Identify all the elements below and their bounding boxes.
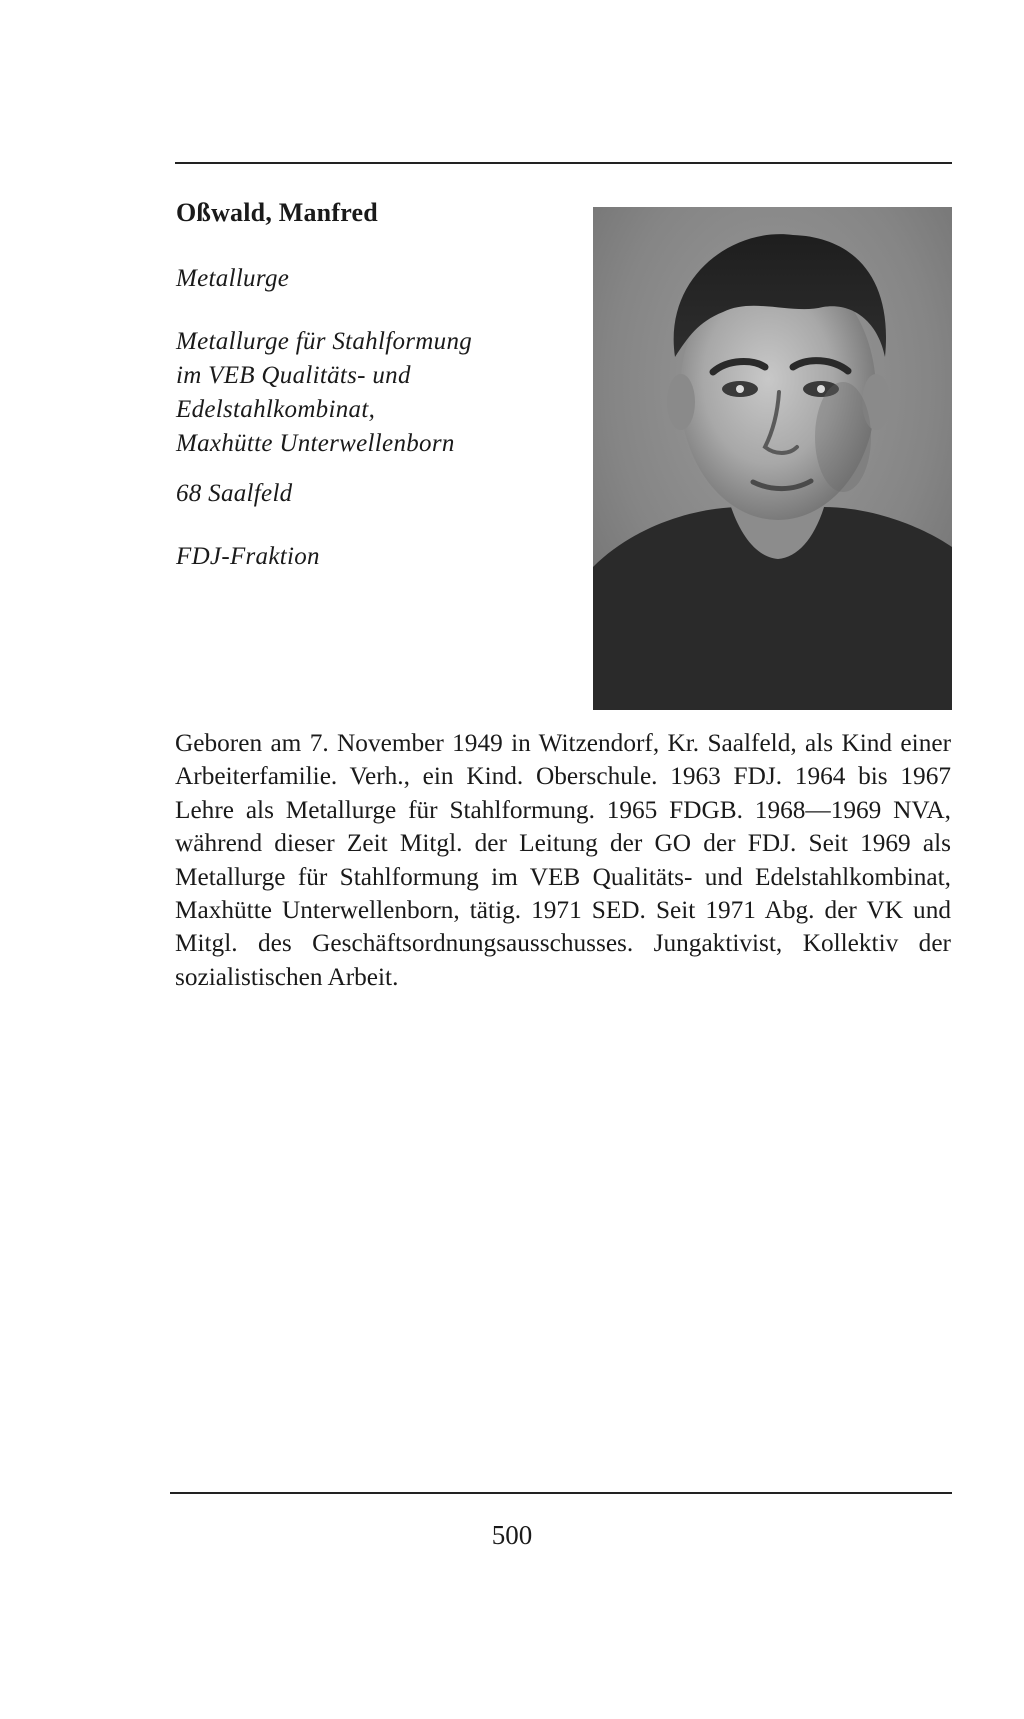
workplace-line: im VEB Qualitäts- und bbox=[176, 362, 411, 389]
bottom-rule bbox=[170, 1492, 952, 1494]
workplace bbox=[176, 325, 472, 461]
workplace-line: Maxhütte Unterwellenborn bbox=[176, 430, 455, 457]
portrait-illustration bbox=[593, 207, 952, 710]
biography-text: Geboren am 7. November 1949 in Witzendorf, Kr. Saalfeld, als Kind einer Arbeiterfamilie. Verh., ein Kind. Oberschule. 1963 FDJ. 1964 bis 1967 Lehre als Metallurge für Stahlformung. 1965 FDGB. 1968—1969 NVA, während dieser Zeit Mitgl. der Leitung der GO der FDJ. Seit 1969 als Metallurge für Stahlformung im VEB Qualitäts- und Edelstahlkombinat, Maxhütte Unterwellenborn, tätig. 1971 SED. Seit 1971 Abg. der VK und Mitgl. des Geschäftsordnungsausschusses. Jungaktivist, Kollektiv der sozialistischen Arbeit. bbox=[175, 729, 951, 991]
workplace-line: Edelstahlkombinat, bbox=[176, 396, 376, 423]
person-name: Oßwald, Manfred bbox=[176, 198, 378, 227]
place: 68 Saalfeld bbox=[176, 480, 293, 507]
top-rule bbox=[175, 162, 952, 164]
profession: Metallurge bbox=[176, 265, 290, 292]
workplace-line: Metallurge für Stahlformung bbox=[176, 328, 473, 355]
page-number: 500 bbox=[491, 1520, 533, 1550]
portrait-photo bbox=[593, 207, 952, 710]
fraction: FDJ-Fraktion bbox=[176, 543, 320, 570]
